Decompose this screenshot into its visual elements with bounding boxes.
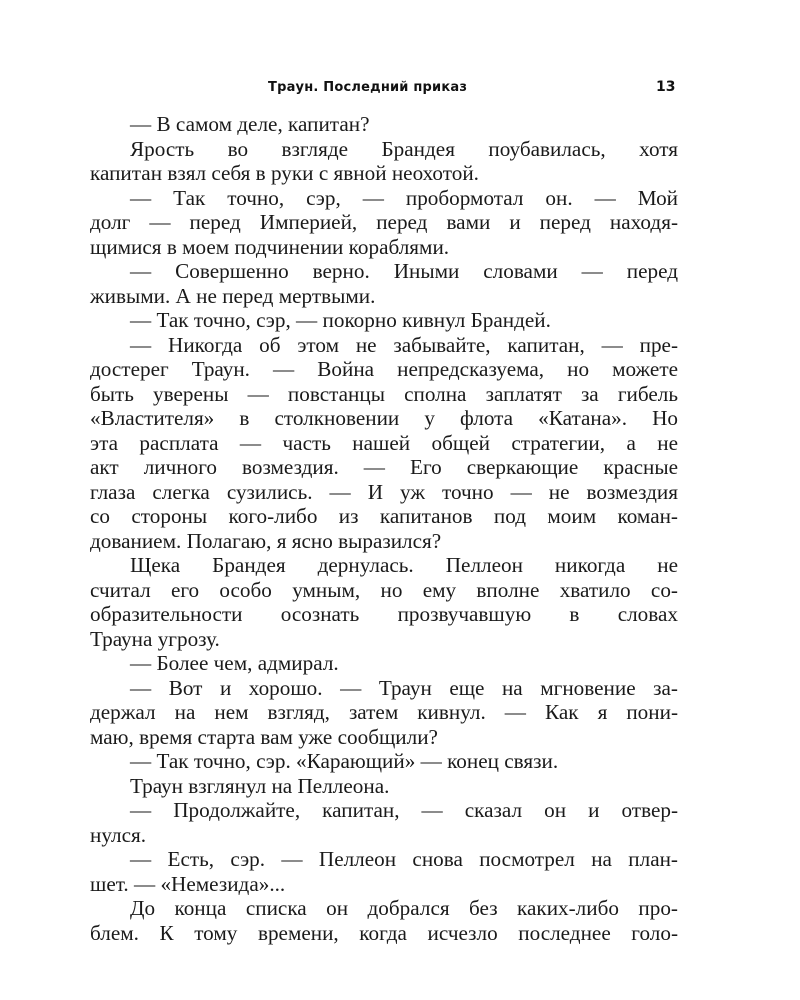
text-line: Ярость во взгляде Брандея поубавилась, хотя — [130, 136, 678, 161]
text-line: — Так точно, сэр, — пробормотал он. — Мой — [130, 185, 678, 210]
running-title: Траун. Последний приказ — [268, 80, 468, 95]
text-line: — Продолжайте, капитан, — сказал он и отвер- — [130, 798, 678, 822]
text-line: Траун взглянул на Пеллеона. — [130, 773, 390, 798]
text-line: со стороны кого-либо из капитанов под моим коман- — [90, 504, 678, 528]
text-line: живыми. А не перед мертвыми. — [90, 283, 376, 308]
text-line: считал его особо умным, но ему вполне хватило со- — [90, 577, 678, 602]
text-line: быть уверены — повстанцы сполна заплатят за гибель — [90, 381, 678, 406]
body-text — [90, 112, 678, 945]
text-line: достерег Траун. — Война непредсказуема, но можете — [90, 357, 678, 381]
text-line: маю, время старта вам уже сообщили? — [90, 724, 438, 749]
text-line: — В самом деле, капитан? — [130, 112, 370, 136]
text-line: — Так точно, сэр. «Карающий» — конец связи. — [130, 749, 559, 773]
text-line: долг — перед Империей, перед вами и перед находя- — [90, 210, 678, 234]
text-line: держал на нем взгляд, затем кивнул. — Как я пони- — [90, 700, 678, 724]
text-line: дованием. Полагаю, я ясно выразился? — [90, 528, 442, 553]
page-number: 13 — [656, 79, 676, 95]
text-line: — Более чем, адмирал. — [130, 651, 339, 675]
text-line: щимися в моем подчинении кораблями. — [90, 234, 450, 259]
text-line: капитан взял себя в руки с явной неохотой. — [90, 161, 479, 185]
text-line: — Вот и хорошо. — Траун еще на мгновение за- — [130, 675, 678, 700]
text-line: — Так точно, сэр, — покорно кивнул Брандей. — [130, 308, 551, 332]
text-line: Трауна угрозу. — [90, 626, 220, 651]
text-line: образительности осознать прозвучавшую в словах — [90, 602, 678, 626]
text-line: нулся. — [90, 822, 147, 847]
text-line: «Властителя» в столкновении у флота «Катана». Но — [90, 406, 678, 430]
text-line: Щека Брандея дернулась. Пеллеон никогда не — [130, 553, 678, 577]
text-line: — Есть, сэр. — Пеллеон снова посмотрел на план- — [130, 847, 678, 871]
text-line: — Никогда об этом не забывайте, капитан, — пре- — [130, 332, 678, 357]
text-line: эта расплата — часть нашей общей стратегии, а не — [90, 430, 678, 455]
text-line: — Совершенно верно. Иными словами — перед — [130, 259, 678, 283]
text-line: глаза слегка сузились. — И уж точно — не возмездия — [90, 479, 678, 504]
text-line: блем. К тому времени, когда исчезло последнее голо- — [90, 920, 678, 945]
text-line: До конца списка он добрался без каких-либо про- — [130, 896, 678, 920]
text-line: шет. — «Немезида»... — [90, 871, 286, 896]
text-line: акт личного возмездия. — Его сверкающие красные — [90, 455, 678, 479]
